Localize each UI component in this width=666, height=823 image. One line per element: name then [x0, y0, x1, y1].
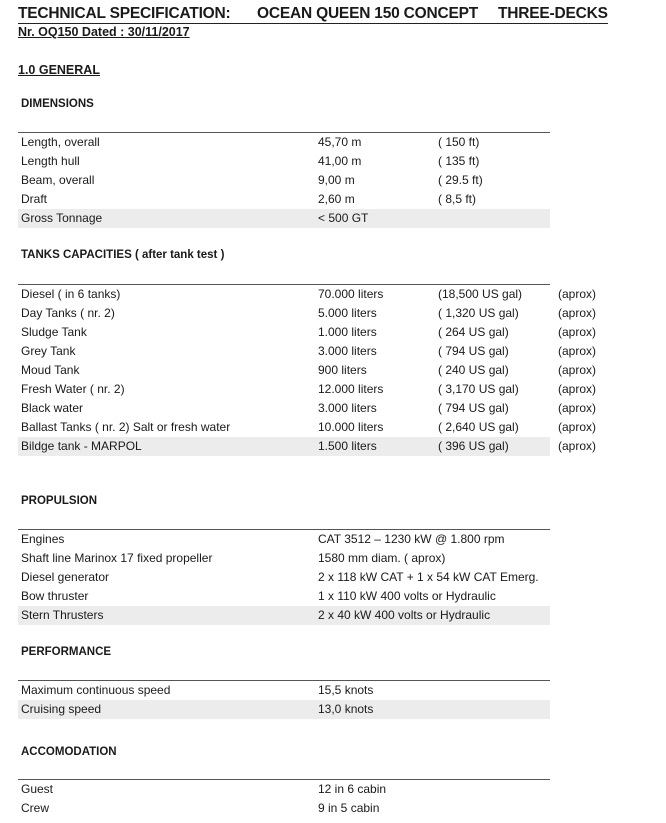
- row-label: Day Tanks ( nr. 2): [21, 306, 115, 320]
- dimensions-table: [18, 132, 550, 228]
- row-note: (aprox): [558, 306, 597, 320]
- row-label: Engines: [21, 532, 65, 546]
- table-row: [18, 133, 550, 152]
- row-label: Sludge Tank: [21, 325, 87, 339]
- table-row: [18, 780, 550, 799]
- row-value: 9 in 5 cabin: [318, 801, 380, 815]
- document-reference: Nr. OQ150 Dated : 30/11/2017: [18, 25, 190, 39]
- row-imperial: ( 240 US gal): [438, 363, 509, 377]
- row-label: Diesel ( in 6 tanks): [21, 287, 121, 301]
- table-row: [18, 799, 550, 818]
- row-imperial: ( 794 US gal): [438, 401, 509, 415]
- row-value: 12.000 liters: [318, 382, 384, 396]
- row-label: Length hull: [21, 154, 80, 168]
- accommodation-heading: ACCOMODATION: [21, 746, 117, 758]
- row-imperial: ( 1,320 US gal): [438, 306, 519, 320]
- row-value: 5.000 liters: [318, 306, 377, 320]
- row-imperial: ( 264 US gal): [438, 325, 509, 339]
- general-heading: 1.0 GENERAL: [18, 63, 100, 77]
- row-value: 1.500 liters: [318, 439, 377, 453]
- table-row: [18, 342, 597, 361]
- row-value: 2 x 118 kW CAT + 1 x 54 kW CAT Emerg.: [318, 570, 539, 584]
- tanks-heading: TANKS CAPACITIES ( after tank test ): [21, 249, 225, 261]
- row-imperial: ( 396 US gal): [438, 439, 509, 453]
- dimensions-heading: DIMENSIONS: [21, 98, 94, 110]
- row-note: (aprox): [558, 401, 597, 415]
- row-value: 3.000 liters: [318, 401, 377, 415]
- row-value: 2 x 40 kW 400 volts or Hydraulic: [318, 608, 491, 622]
- table-row: [18, 418, 597, 437]
- table-row: [18, 606, 550, 625]
- row-imperial: ( 29.5 ft): [438, 173, 483, 187]
- row-note: (aprox): [558, 382, 597, 396]
- row-imperial: ( 794 US gal): [438, 344, 509, 358]
- performance-heading: PERFORMANCE: [21, 646, 112, 658]
- row-label: Moud Tank: [21, 363, 80, 377]
- row-value: 1.000 liters: [318, 325, 377, 339]
- table-row: [18, 361, 597, 380]
- row-imperial: (18,500 US gal): [438, 287, 523, 301]
- row-label: Shaft line Marinox 17 fixed propeller: [21, 551, 213, 565]
- table-row: [18, 681, 550, 700]
- row-note: (aprox): [558, 363, 597, 377]
- row-label: Fresh Water ( nr. 2): [21, 382, 125, 396]
- table-row: [18, 171, 550, 190]
- table-row: [18, 190, 550, 209]
- table-row: [18, 530, 550, 549]
- document-title: [18, 4, 608, 24]
- table-row: [18, 152, 550, 171]
- table-row: [18, 587, 550, 606]
- table-row: [18, 285, 597, 304]
- row-label: Draft: [21, 192, 48, 206]
- row-value: 70.000 liters: [318, 287, 384, 301]
- row-label: Cruising speed: [21, 702, 102, 716]
- row-label: Grey Tank: [21, 344, 76, 358]
- row-note: (aprox): [558, 287, 597, 301]
- propulsion-table: [18, 529, 550, 625]
- row-label: Stern Thrusters: [21, 608, 104, 622]
- row-value: CAT 3512 – 1230 kW @ 1.800 rpm: [318, 532, 505, 546]
- row-value: 45,70 m: [318, 135, 362, 149]
- row-value: 9,00 m: [318, 173, 355, 187]
- row-label: Black water: [21, 401, 84, 415]
- row-value: 13,0 knots: [318, 702, 374, 716]
- row-value: 15,5 knots: [318, 683, 374, 697]
- row-imperial: ( 3,170 US gal): [438, 382, 519, 396]
- row-value: 3.000 liters: [318, 344, 377, 358]
- title-decks: THREE-DECKS: [498, 5, 608, 22]
- row-imperial: ( 8,5 ft): [438, 192, 477, 206]
- table-row: [18, 399, 597, 418]
- row-note: (aprox): [558, 420, 597, 434]
- row-label: Length, overall: [21, 135, 100, 149]
- row-label: Bow thruster: [21, 589, 89, 603]
- tanks-table: [18, 284, 597, 456]
- row-value: 1 x 110 kW 400 volts or Hydraulic: [318, 589, 496, 603]
- row-value: 2,60 m: [318, 192, 355, 206]
- row-note: (aprox): [558, 439, 597, 453]
- row-label: Ballast Tanks ( nr. 2) Salt or fresh water: [21, 420, 231, 434]
- row-label: Crew: [21, 801, 50, 815]
- table-row: [18, 209, 550, 228]
- table-row: [18, 380, 597, 399]
- table-row: [18, 437, 597, 456]
- row-note: (aprox): [558, 325, 597, 339]
- row-imperial: ( 2,640 US gal): [438, 420, 519, 434]
- table-row: [18, 700, 550, 719]
- row-value: 10.000 liters: [318, 420, 384, 434]
- title-model: OCEAN QUEEN 150 CONCEPT: [257, 5, 479, 22]
- row-value: < 500 GT: [318, 211, 369, 225]
- row-label: Guest: [21, 782, 54, 796]
- row-value: 12 in 6 cabin: [318, 782, 387, 796]
- table-row: [18, 304, 597, 323]
- row-label: Diesel generator: [21, 570, 110, 584]
- row-imperial: ( 150 ft): [438, 135, 480, 149]
- row-label: Bildge tank - MARPOL: [21, 439, 142, 453]
- row-value: 41,00 m: [318, 154, 362, 168]
- row-label: Gross Tonnage: [21, 211, 103, 225]
- row-label: Maximum continuous speed: [21, 683, 171, 697]
- table-row: [18, 323, 597, 342]
- title-spec: TECHNICAL SPECIFICATION:: [18, 5, 231, 22]
- propulsion-heading: PROPULSION: [21, 495, 98, 507]
- row-value: 900 liters: [318, 363, 367, 377]
- performance-table: [18, 680, 550, 719]
- accommodation-table: [18, 779, 550, 818]
- row-value: 1580 mm diam. ( aprox): [318, 551, 446, 565]
- row-note: (aprox): [558, 344, 597, 358]
- row-imperial: ( 135 ft): [438, 154, 480, 168]
- table-row: [18, 549, 550, 568]
- table-row: [18, 568, 550, 587]
- row-label: Beam, overall: [21, 173, 95, 187]
